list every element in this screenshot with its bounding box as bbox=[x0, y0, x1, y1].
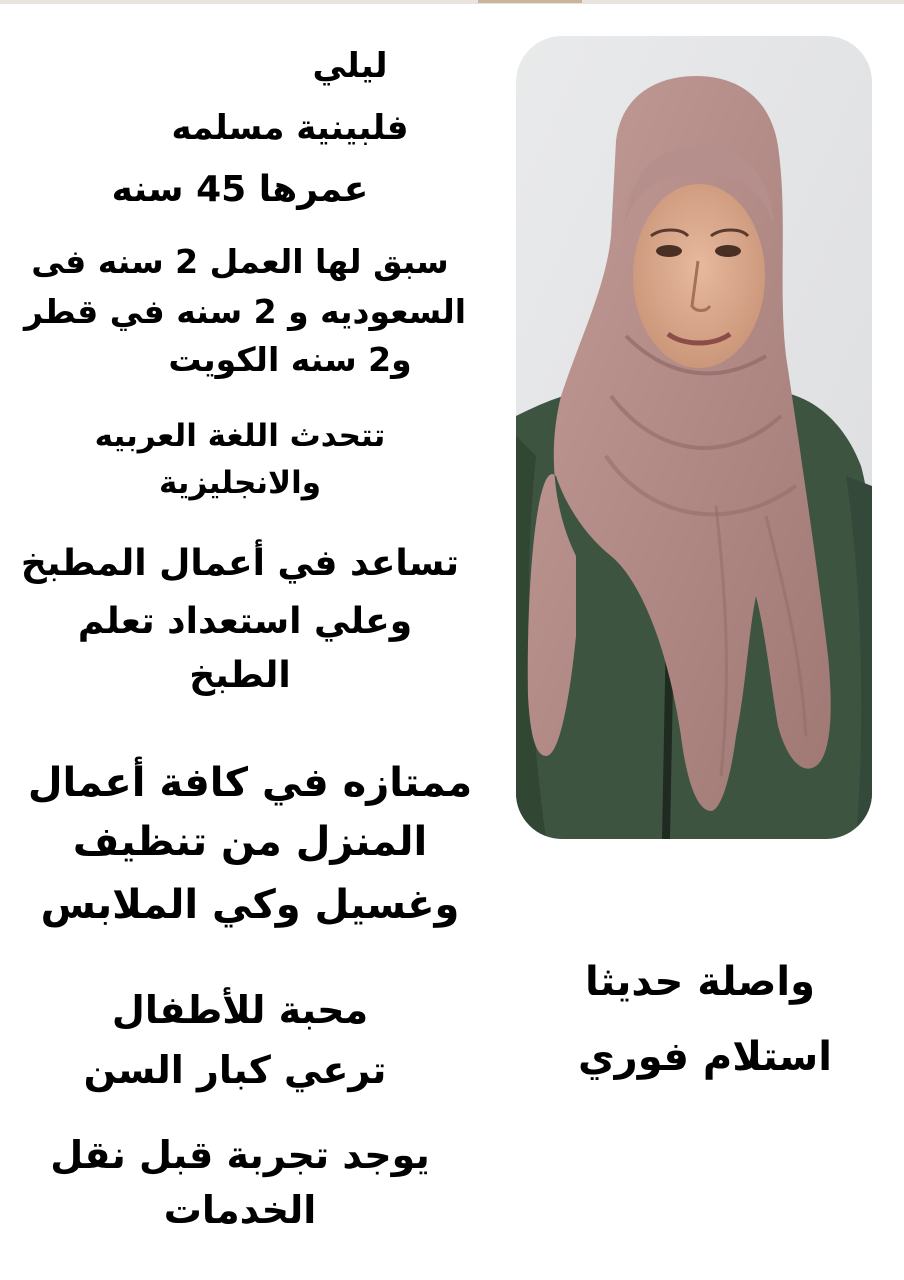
cooking-line-1: تساعد في أعمال المطبخ bbox=[20, 543, 460, 584]
languages-line-2: والانجليزية bbox=[159, 465, 321, 501]
housework-line-2: المنزل من تنظيف bbox=[72, 819, 428, 865]
experience-line-3: و2 سنه الكويت bbox=[168, 340, 412, 379]
nationality-text: فلبينية مسلمه bbox=[171, 108, 409, 148]
elderly-line-2: ترعي كبار السن bbox=[83, 1048, 387, 1092]
age-text: عمرها 45 سنه bbox=[111, 169, 369, 210]
cooking-line-3: الطبخ bbox=[189, 655, 291, 696]
cooking-line-2: وعلي استعداد تعلم bbox=[77, 601, 413, 642]
trial-line-2: الخدمات bbox=[163, 1188, 317, 1232]
trial-line-1: يوجد تجربة قبل نقل bbox=[50, 1133, 430, 1177]
availability-line-2: استلام فوري bbox=[578, 1034, 832, 1080]
children-line-1: محبة للأطفال bbox=[111, 988, 369, 1032]
candidate-photo bbox=[516, 36, 872, 839]
experience-line-1: سبق لها العمل 2 سنه فى bbox=[31, 242, 449, 281]
top-edge-strip bbox=[0, 0, 904, 4]
housework-line-3: وغسيل وكي الملابس bbox=[40, 882, 460, 928]
availability-line-1: واصلة حديثا bbox=[584, 959, 816, 1005]
name-text: ليلي bbox=[312, 46, 388, 86]
top-edge-mark bbox=[478, 0, 582, 3]
housework-line-1: ممتازه في كافة أعمال bbox=[27, 760, 473, 806]
languages-line-1: تتحدث اللغة العربيه bbox=[94, 418, 386, 454]
candidate-portrait-image bbox=[516, 36, 872, 839]
experience-line-2: السعوديه و 2 سنه في قطر bbox=[23, 292, 467, 331]
